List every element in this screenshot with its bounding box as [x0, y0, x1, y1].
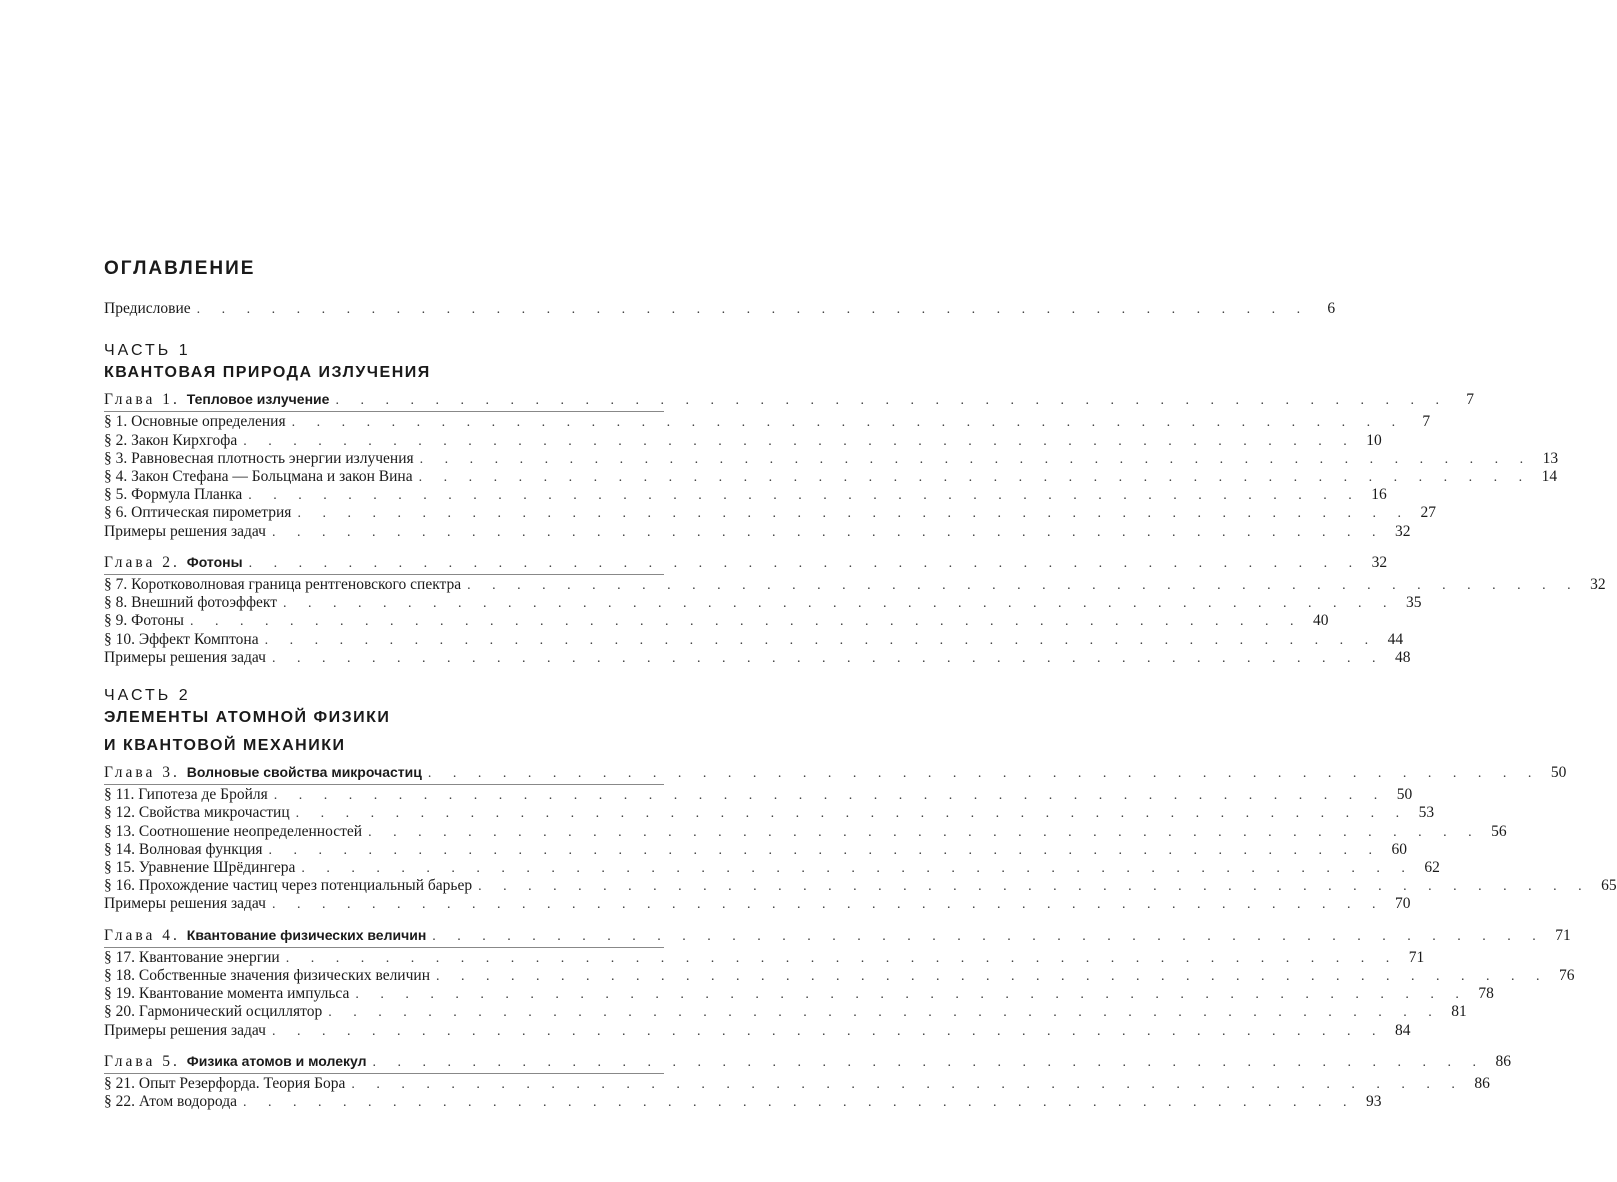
entry-page: 27: [1420, 504, 1436, 522]
toc-entry-section[interactable]: [104, 612, 1329, 630]
entry-label: § 14. Волновая функция: [104, 840, 263, 858]
toc-entry-section[interactable]: [104, 522, 1411, 541]
entry-label: Примеры решения задач: [104, 648, 266, 666]
toc-entry-section[interactable]: [104, 786, 1413, 804]
toc-entry-section[interactable]: [104, 1003, 1467, 1021]
toc-title: ОГЛАВЛЕНИЕ: [104, 258, 256, 279]
entry-page: 76: [1558, 967, 1575, 985]
entry-label: § 8. Внешний фотоэффект: [104, 594, 277, 612]
part-title: КВАНТОВАЯ ПРИРОДА ИЗЛУЧЕНИЯ: [104, 364, 431, 382]
part-block: [104, 340, 1606, 667]
entry-page: 84: [1394, 1021, 1411, 1039]
entry-page: 14: [1541, 468, 1558, 486]
entry-page: 86: [1474, 1075, 1490, 1093]
entry-page: 65: [1601, 877, 1617, 895]
toc-entry-section[interactable]: [104, 594, 1422, 612]
entry-label: § 6. Оптическая пирометрия: [104, 504, 292, 522]
chapter-title: Квантование физических величин: [186, 926, 427, 943]
leader-dots: . . . . . . . . . . . . . . . . . . . . . . . . . . . . . . . . . . . . . . . . . . . . .: [248, 555, 1362, 571]
part-title: И КВАНТОВОЙ МЕХАНИКИ: [104, 737, 346, 755]
leader-dots: . . . . . . . . . . . . . . . . . . . . . . . . . . . . . . . . . . . . . . . . . . . . .: [427, 766, 1541, 782]
leader-dots: . . . . . . . . . . . . . . . . . . . . . . . . . . . . . . . . . . . . . . . . . . . . .: [271, 1023, 1385, 1039]
entry-label: § 16. Прохождение частиц через потенциальный барьер: [104, 877, 473, 895]
toc-entry-section[interactable]: [104, 449, 1559, 468]
entry-page: 16: [1371, 486, 1387, 504]
chapter-label: [104, 554, 243, 571]
entry-page: 78: [1478, 985, 1494, 1003]
toc-entry-section[interactable]: [104, 576, 1606, 594]
entry-label: Примеры решения задач: [104, 522, 266, 540]
leader-dots: . . . . . . . . . . . . . . . . . . . . . . . . . . . . . . . . . . . . . . . . . . . . .: [264, 632, 1378, 648]
chapter-block: [104, 553, 1606, 667]
leader-dots: . . . . . . . . . . . . . . . . . . . . . . . . . . . . . . . . . . . . . . . . . . . . .: [432, 928, 1545, 944]
chapter-label: [104, 764, 422, 781]
entry-label: Примеры решения задач: [104, 895, 266, 913]
toc-entry-section[interactable]: [104, 504, 1436, 522]
toc-entry-section[interactable]: [104, 468, 1558, 486]
entry-label: § 5. Формула Планка: [104, 486, 243, 504]
chapter-divider: [104, 411, 664, 412]
leader-dots: . . . . . . . . . . . . . . . . . . . . . . . . . . . . . . . . . . . . . . . . . . . . .: [268, 842, 1381, 858]
leader-dots: . . . . . . . . . . . . . . . . . . . . . . . . . . . . . . . . . . . . . . . . . . . . .: [248, 488, 1361, 504]
leader-dots: . . . . . . . . . . . . . . . . . . . . . . . . . . . . . . . . . . . . . . . . . . . . .: [273, 788, 1387, 804]
entry-label: § 7. Коротковолновая граница рентгеновского спектра: [104, 576, 462, 594]
entry-page: 62: [1424, 859, 1440, 877]
entry-page: 10: [1366, 431, 1382, 449]
leader-dots: . . . . . . . . . . . . . . . . . . . . . . . . . . . . . . . . . . . . . . . . . . . . .: [435, 969, 1549, 985]
entry-page: 56: [1491, 822, 1507, 840]
entry-page: 70: [1394, 895, 1411, 913]
entry-page: 53: [1418, 804, 1435, 822]
entry-page: 60: [1391, 840, 1407, 858]
toc-entry-section[interactable]: [104, 431, 1382, 450]
leader-dots: . . . . . . . . . . . . . . . . . . . . . . . . . . . . . . . . . . . . . . . . . . . . .: [189, 614, 1303, 630]
chapter-number: Глава 2.: [104, 553, 187, 571]
chapter-divider: [104, 784, 664, 785]
leader-dots: . . . . . . . . . . . . . . . . . . . . . . . . . . . . . . . . . . . . . . . . . . . . .: [242, 1095, 1356, 1111]
entry-page: 86: [1495, 1052, 1511, 1070]
chapter-title: Физика атомов и молекул: [186, 1052, 367, 1069]
entry-page: 44: [1387, 630, 1404, 648]
entry-label: § 3. Равновесная плотность энергии излучения: [104, 449, 414, 467]
leader-dots: . . . . . . . . . . . . . . . . . . . . . . . . . . . . . . . . . . . . . . . . . . . . .: [351, 1077, 1464, 1093]
chapter-label: [104, 927, 426, 944]
leader-dots: . . . . . . . . . . . . . . . . . . . . . . . . . . . . . . . . . . . . . . . . . . . . .: [335, 393, 1448, 409]
entry-label: § 9. Фотоны: [104, 612, 184, 630]
entry-page: 40: [1312, 612, 1329, 630]
entry-label: § 22. Атом водорода: [104, 1093, 237, 1111]
toc-entry-section[interactable]: [104, 648, 1411, 667]
chapter-block: [104, 1052, 1511, 1112]
leader-dots: . . . . . . . . . . . . . . . . . . . . . . . . . . . . . . . . . . . . . . . . . . . . .: [271, 897, 1385, 913]
chapter-block: [104, 390, 1559, 541]
entry-page: 50: [1550, 764, 1567, 782]
entry-page: 93: [1365, 1093, 1382, 1111]
toc-entry-section[interactable]: [104, 895, 1411, 913]
part-block: [104, 685, 1617, 1111]
entry-label: § 20. Гармонический осциллятор: [104, 1003, 323, 1021]
entry-label: § 12. Свойства микрочастиц: [104, 804, 290, 822]
leader-dots: . . . . . . . . . . . . . . . . . . . . . . . . . . . . . . . . . . . . . . . . . . . . .: [328, 1005, 1441, 1021]
leader-dots: . . . . . . . . . . . . . . . . . . . . . . . . . . . . . . . . . . . . . . . . . . . . .: [271, 524, 1385, 540]
entry-label: § 4. Закон Стефана — Больцмана и закон Вина: [104, 468, 413, 486]
entry-page: 71: [1555, 926, 1571, 944]
entry-label: § 17. Квантование энергии: [104, 948, 280, 966]
leader-dots: . . . . . . . . . . . . . . . . . . . . . . . . . . . . . . . . . . . . . . . . . . . . .: [372, 1054, 1485, 1070]
leader-dots: . . . . . . . . . . . . . . . . . . . . . . . . . . . . . . . . . . . . . . . . . . . . .: [285, 950, 1399, 966]
toc-entry-section[interactable]: [104, 1093, 1382, 1111]
entry-label: Предисловие: [104, 300, 191, 317]
entry-page: 32: [1590, 576, 1606, 594]
entry-page: 48: [1394, 648, 1411, 666]
entry-label: § 18. Собственные значения физических величин: [104, 967, 430, 985]
part-heading: ЧАСТЬ 1: [104, 342, 191, 360]
chapter-title: Тепловое излучение: [186, 391, 330, 408]
leader-dots: . . . . . . . . . . . . . . . . . . . . . . . . . . . . . . . . . . . . . . . . . . . . .: [271, 650, 1385, 666]
toc-entry-chapter[interactable]: [104, 553, 1388, 572]
part-title: ЭЛЕМЕНТЫ АТОМНОЙ ФИЗИКИ: [104, 709, 391, 727]
entry-label: § 10. Эффект Комптона: [104, 630, 259, 648]
entry-page: 32: [1371, 553, 1388, 571]
leader-dots: . . . . . . . . . . . . . . . . . . . . . . . . . . . . . . . . . . . . . . . . . . . . .: [295, 806, 1409, 822]
parts-container: [104, 340, 1617, 1111]
entry-label: § 1. Основные определения: [104, 413, 286, 431]
entry-page: 35: [1405, 594, 1422, 612]
leader-dots: . . . . . . . . . . . . . . . . . . . . . . . . . . . . . . . . . . . . . . . . . . . . .: [282, 596, 1396, 612]
toc-entry-section[interactable]: [104, 413, 1431, 431]
toc-entry-section[interactable]: [104, 840, 1407, 859]
entry-page: 7: [1422, 413, 1431, 431]
toc-entry-chapter[interactable]: [104, 391, 1474, 409]
entry-label: § 2. Закон Кирхгофа: [104, 431, 238, 449]
chapter-block: [104, 763, 1617, 914]
chapter-title: Волновые свойства микрочастиц: [186, 764, 422, 781]
toc-entry-section[interactable]: [104, 877, 1617, 895]
chapter-title: Фотоны: [186, 553, 243, 570]
entry-label: § 21. Опыт Резерфорда. Теория Бора: [104, 1075, 346, 1093]
leader-dots: . . . . . . . . . . . . . . . . . . . . . . . . . . . . . . . . . . . . . . . . . . . . .: [419, 451, 1533, 467]
toc-entry-chapter[interactable]: [104, 764, 1567, 782]
leader-dots: . . . . . . . . . . . . . . . . . . . . . . . . . . . . . . . . . . . . . . . . . . . . .: [243, 433, 1356, 449]
toc-entry-chapter[interactable]: [104, 1052, 1511, 1071]
entry-page: 13: [1542, 449, 1559, 467]
chapter-block: [104, 926, 1575, 1040]
entry-page: 50: [1396, 786, 1413, 804]
chapter-divider: [104, 947, 664, 948]
leader-dots: . . . . . . . . . . . . . . . . . . . . . . . . . . . . . . . . . . . . . . . . . . . . .: [297, 506, 1410, 522]
entry-label: § 11. Гипотеза де Бройля: [104, 786, 268, 804]
chapter-label: [104, 1053, 367, 1070]
toc-entry-chapter[interactable]: [104, 926, 1571, 945]
leader-dots: . . . . . . . . . . . . . . . . . . . . . . . . . . . . . . . . . . . . . . . . . . . . .: [467, 578, 1580, 594]
leader-dots: . . . . . . . . . . . . . . . . . . . . . . . . . . . . . . . . . . . . . . . . . . . . .: [291, 415, 1405, 431]
toc-entry-section[interactable]: [104, 804, 1435, 822]
leader-dots: . . . . . . . . . . . . . . . . . . . . . . . . . . . . . . . . . . . . . . . . . . . . .: [418, 470, 1532, 486]
leader-dots: . . . . . . . . . . . . . . . . . . . . . . . . . . . . . . . . . . . . . . . . . . . . .: [478, 879, 1591, 895]
table-of-contents: [104, 258, 1617, 1112]
toc-entry-section[interactable]: [104, 948, 1425, 967]
leader-dots: . . . . . . . . . . . . . . . . . . . . . . . . . . . . . . . . . . . . . . . . . . . . .: [368, 824, 1481, 840]
entry-page: 7: [1466, 391, 1474, 409]
entry-page: 6: [1327, 300, 1336, 317]
toc-entry-section[interactable]: [104, 859, 1440, 877]
leader-dots: . . . . . . . . . . . . . . . . . . . . . . . . . . . . . . . . . . . . . . . . . . . . .: [355, 987, 1468, 1003]
chapter-number: Глава 5.: [104, 1052, 187, 1070]
toc-entry-section[interactable]: [104, 486, 1387, 504]
entry-page: 71: [1408, 948, 1425, 966]
leader-dots: . . . . . . . . . . . . . . . . . . . . . . . . . . . . . . . . . . . . . . . . . . . . .: [196, 302, 1310, 317]
chapter-divider: [104, 574, 664, 575]
chapter-label: [104, 391, 329, 408]
chapter-divider: [104, 1073, 664, 1074]
toc-entry-preface[interactable]: [104, 300, 1336, 318]
toc-entry-section[interactable]: [104, 630, 1404, 649]
toc-entry-section[interactable]: [104, 1075, 1490, 1093]
chapter-number: Глава 3.: [104, 764, 187, 782]
leader-dots: . . . . . . . . . . . . . . . . . . . . . . . . . . . . . . . . . . . . . . . . . . . . .: [301, 861, 1414, 877]
entry-label: Примеры решения задач: [104, 1021, 266, 1039]
part-heading: ЧАСТЬ 2: [104, 687, 191, 705]
entry-label: § 13. Соотношение неопределенностей: [104, 822, 363, 840]
entry-label: § 15. Уравнение Шрёдингера: [104, 859, 296, 877]
toc-entry-section[interactable]: [104, 822, 1507, 841]
toc-entry-section[interactable]: [104, 985, 1494, 1003]
toc-entry-section[interactable]: [104, 967, 1575, 985]
entry-label: § 19. Квантование момента импульса: [104, 985, 350, 1003]
toc-entry-section[interactable]: [104, 1021, 1411, 1040]
entry-page: 32: [1394, 522, 1411, 540]
entry-page: 81: [1451, 1003, 1467, 1021]
chapter-number: Глава 1.: [104, 391, 187, 409]
chapter-number: Глава 4.: [104, 926, 187, 944]
